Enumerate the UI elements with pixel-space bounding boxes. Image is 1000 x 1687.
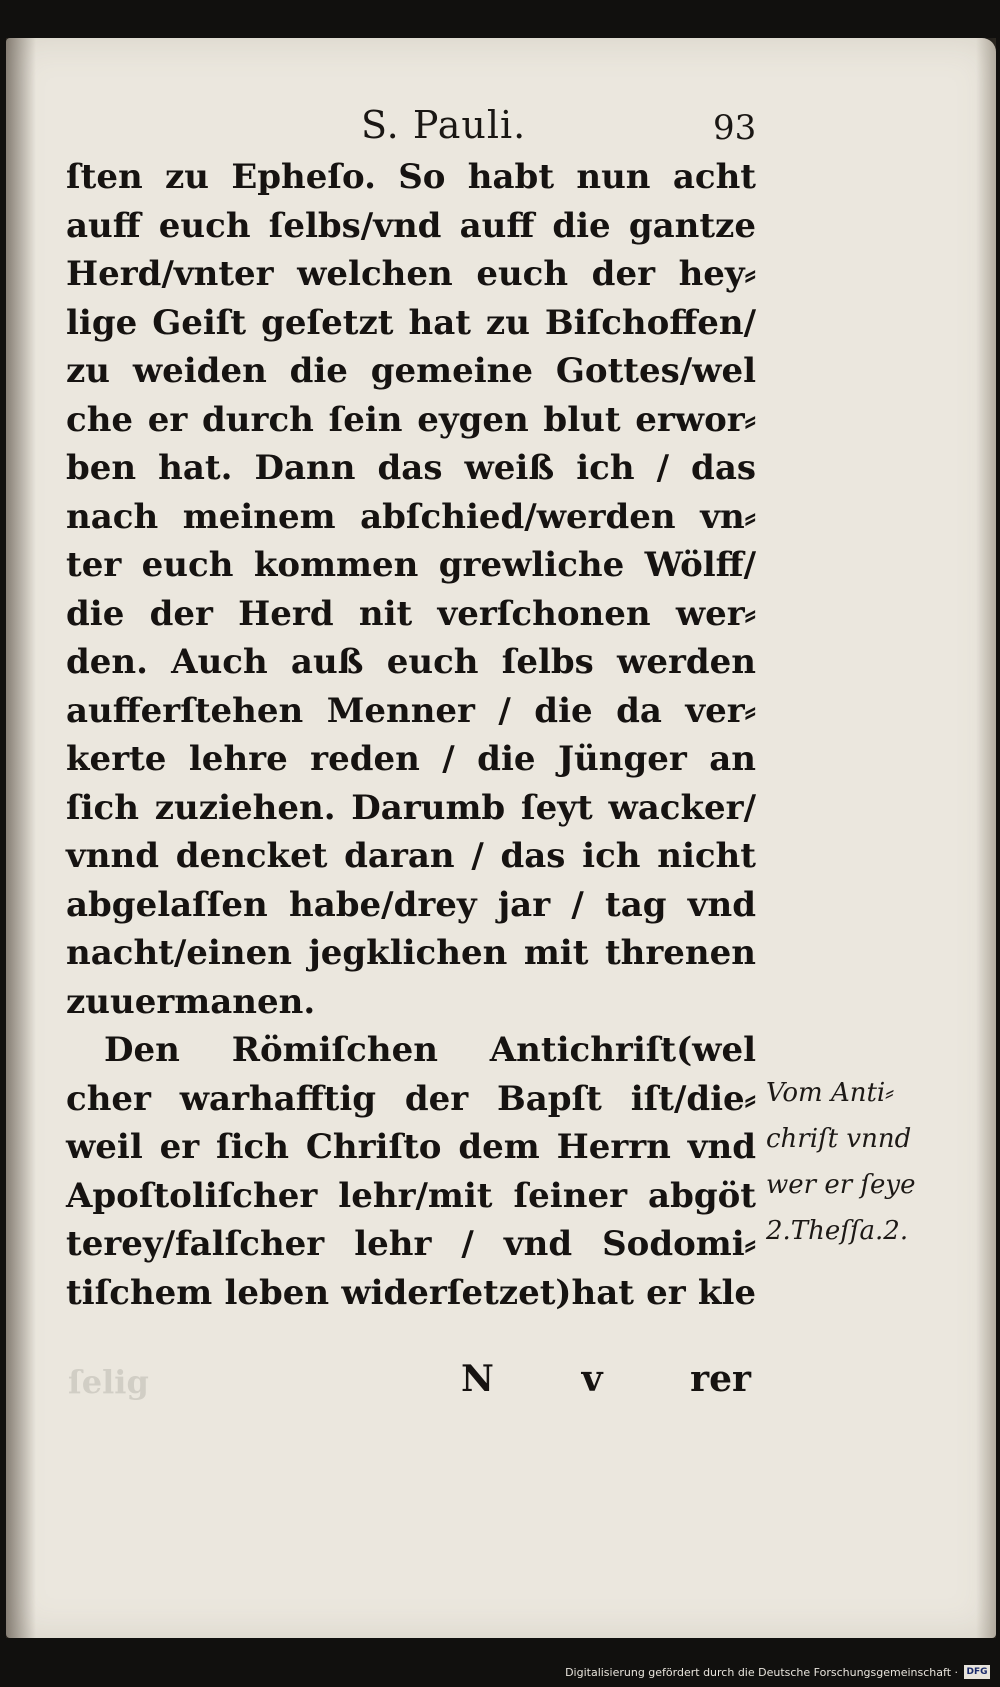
text-line: che er durch ſein eygen blut erwor⸗ [66,399,756,440]
text-line: ben hat. Dann das weiß ich / das [66,448,756,488]
show-through-text: ſelig [68,1363,149,1401]
text-line: nach meinem abſchied/werden vn⸗ [66,496,756,537]
text-line: vnnd dencket daran / das ich nicht [66,836,756,876]
running-head: S. Pauli. [361,103,527,147]
text-line: Den Römiſchen Antichriſt(wel [104,1030,756,1070]
margin-note-line: Vom Anti⸗ [766,1078,894,1108]
text-line: zu weiden die gemeine Gottes/wel [66,351,756,391]
margin-note-line: chriſt vnnd [766,1124,912,1154]
text-line: ſich zuziehen. Darumb ſeyt wacker/ [66,787,756,828]
text-line: abgelaſſen habe/drey jar / tag vnd [66,884,756,925]
page-number: 93 [713,108,757,148]
digitization-credit: Digitalisierung gefördert durch die Deutsche Forschungsgemeinschaft · [565,1666,958,1679]
text-line: cher warhafftig der Bapſt iſt/die⸗ [66,1078,756,1119]
catchword-line [461,1358,751,1400]
margin-note [766,1070,936,1254]
page-fore-edge-shadow [976,38,996,1638]
text-line: nacht/einen jegklichen mit threnen [66,933,756,973]
text-line: die der Herd nit verſchonen wer⸗ [66,593,756,634]
signature-letter: v [581,1358,603,1400]
main-text-block [66,153,756,1317]
text-line: weil er ſich Chriſto dem Herrn vnd [66,1127,756,1167]
margin-note-line: wer er ſeye [766,1170,916,1200]
text-line: auff euch ſelbs/vnd auff die gantze [66,205,756,246]
text-line: kerte lehre reden / die Jünger an [66,739,756,779]
page-gutter-shadow [6,38,36,1638]
text-line: aufferſtehen Menner / die da ver⸗ [66,690,756,731]
text-line: Herd/vnter welchen euch der hey⸗ [66,254,756,294]
text-line: den. Auch auß euch ſelbs werden [66,642,756,682]
text-line: terey/falſcher lehr / vnd Sodomi⸗ [66,1224,756,1264]
signature-mark: N [461,1358,494,1400]
text-line: ter euch kommen grewliche Wölff/ [66,545,756,585]
margin-note-line: 2.Theſſa.2. [766,1216,909,1246]
text-line: zuuermanen. [66,981,316,1022]
text-line: ſten zu Epheſo. So habt nun acht [66,157,756,197]
book-page [6,38,996,1638]
catchword: rer [690,1358,751,1400]
text-line: tiſchem leben widerſetzet)hat er kle [66,1272,756,1313]
text-line: lige Geiſt geſetzt hat zu Biſchoffen/ [66,302,756,343]
dfg-logo: DFG [964,1665,990,1679]
text-line: Apoſtoliſcher lehr/mit ſeiner abgöt [66,1175,756,1216]
